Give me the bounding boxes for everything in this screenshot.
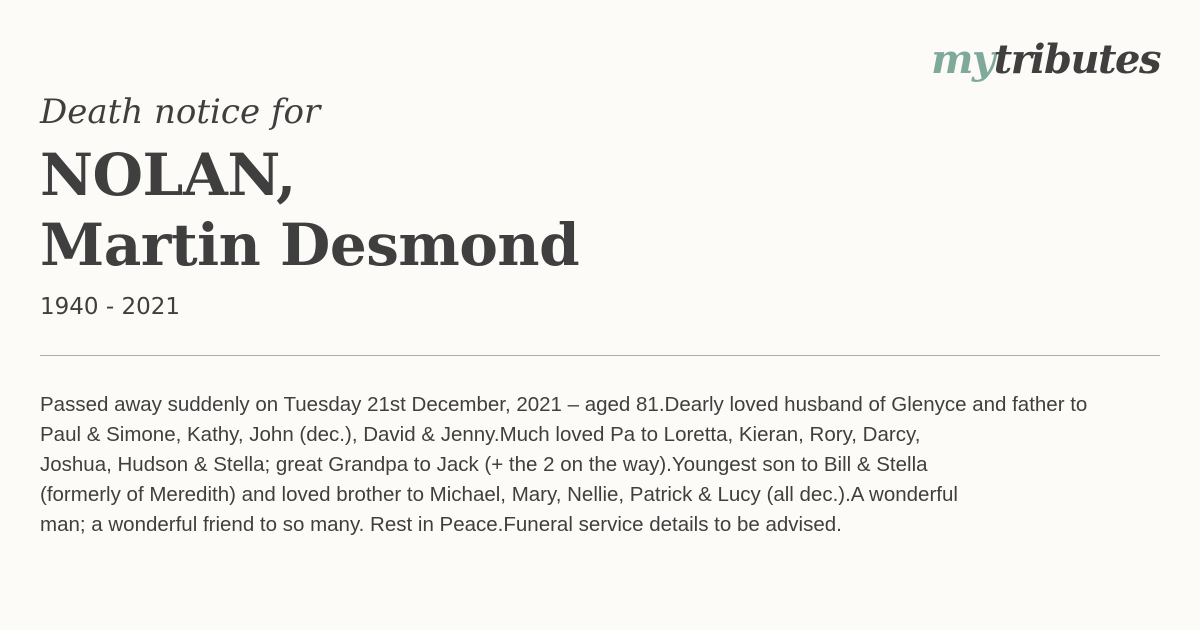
life-years: 1940 - 2021 [40, 294, 180, 320]
deceased-surname: NOLAN, [40, 141, 296, 209]
notice-line: man; a wonderful friend to so many. Rest in Peace.Funeral service details to be advised. [40, 513, 842, 536]
deceased-name [40, 140, 579, 280]
deceased-given-names: Martin Desmond [40, 211, 580, 279]
mytributes-logo[interactable] [931, 36, 1160, 84]
notice-line: Joshua, Hudson & Stella; great Grandpa to Jack (+ the 2 on the way).Youngest son to Bill & Stella [40, 453, 928, 476]
notice-line: Paul & Simone, Kathy, John (dec.), David & Jenny.Much loved Pa to Loretta, Kieran, Rory, Darcy, [40, 423, 921, 446]
logo-my: my [931, 36, 994, 83]
notice-text [40, 390, 1165, 540]
death-notice-heading: Death notice for [40, 92, 321, 132]
logo-tributes: tributes [993, 36, 1160, 83]
notice-line: Passed away suddenly on Tuesday 21st December, 2021 – aged 81.Dearly loved husband of Glenyce and father to [40, 393, 1088, 416]
divider [40, 355, 1160, 356]
notice-line: (formerly of Meredith) and loved brother to Michael, Mary, Nellie, Patrick & Lucy (all dec.).A wonderful [40, 483, 958, 506]
